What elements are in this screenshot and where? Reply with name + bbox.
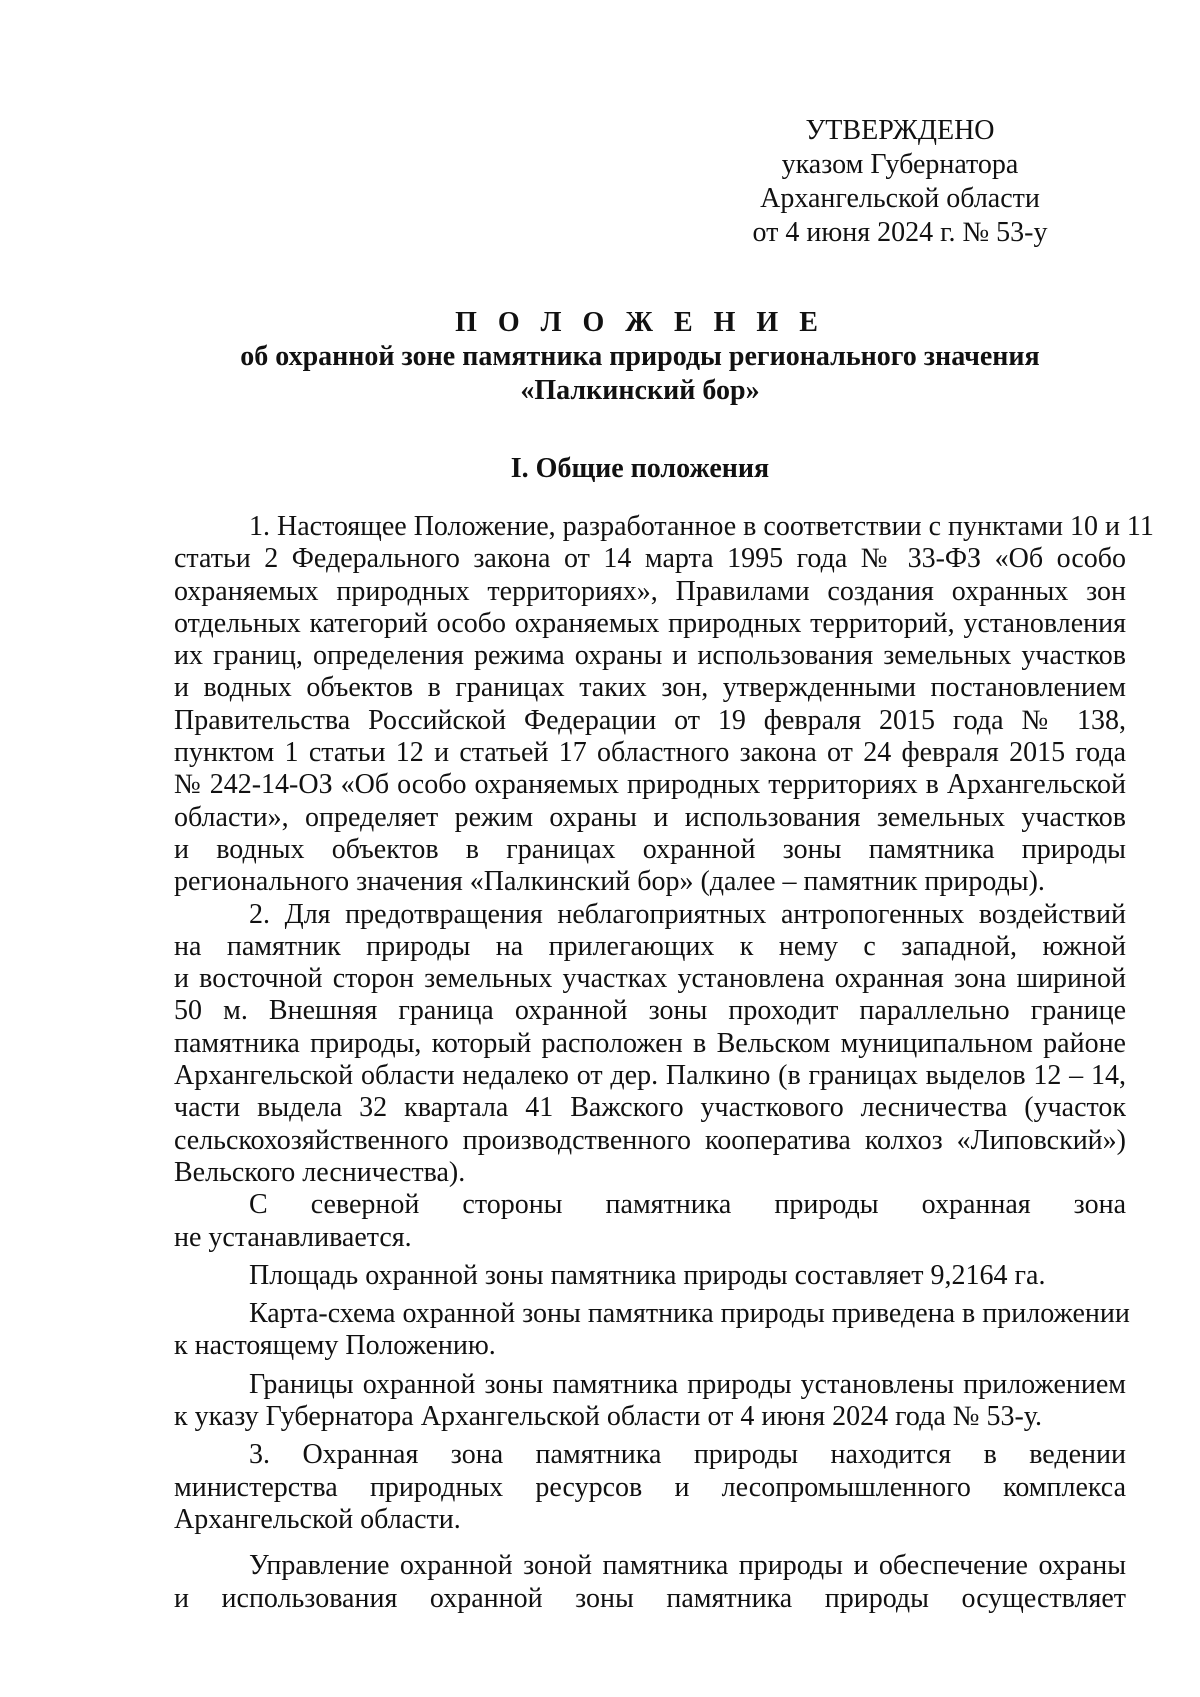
paragraph-line: регионального значения «Палкинский бор» (далее – памятник природы). <box>174 866 1045 898</box>
paragraph-line: 3. Охранная зона памятника природы находится в ведении <box>249 1439 1126 1471</box>
paragraph-line: их границ, определения режима охраны и использования земельных участков <box>174 640 1126 672</box>
paragraph-line: к указу Губернатора Архангельской области от 4 июня 2024 года № 53-у. <box>174 1401 1042 1433</box>
approval-stamp <box>720 114 1080 250</box>
document-subtitle: об охранной зоне памятника природы регионального значения <box>240 341 1040 372</box>
paragraph-line: пунктом 1 статьи 12 и статьей 17 областного закона от 24 февраля 2015 года <box>174 737 1126 769</box>
paragraph-line: и водных объектов в границах охранной зоны памятника природы <box>174 833 1126 865</box>
document-subtitle-name: «Палкинский бор» <box>520 375 760 406</box>
paragraph-line: охраняемых природных территориях», Правилами создания охранных зон <box>174 575 1126 607</box>
paragraph-line: Правительства Российской Федерации от 19 февраля 2015 года № 138, <box>174 704 1126 736</box>
paragraph-line: и восточной сторон земельных участках установлена охранная зона шириной <box>174 963 1126 995</box>
paragraph-line: памятника природы, который расположен в Вельском муниципальном районе <box>174 1027 1126 1059</box>
paragraph-line: к настоящему Положению. <box>174 1330 496 1362</box>
approval-status: УТВЕРЖДЕНО <box>805 115 995 146</box>
paragraph-line: Управление охранной зоной памятника природы и обеспечение охраны <box>249 1550 1126 1582</box>
paragraph-line: Границы охранной зоны памятника природы установлены приложением <box>249 1368 1126 1400</box>
paragraph-line: № 242-14-ОЗ «Об особо охраняемых природных территориях в Архангельской <box>174 769 1126 801</box>
paragraph-line: на памятник природы на прилегающих к нему с западной, южной <box>174 930 1126 962</box>
paragraph-line: и использования охранной зоны памятника природы осуществляет <box>174 1582 1126 1614</box>
approval-date: от 4 июня 2024 г. № 53-у <box>752 217 1048 248</box>
paragraph-line: Архангельской области недалеко от дер. Палкино (в границах выделов 12 – 14, <box>174 1060 1126 1092</box>
paragraph-line: не устанавливается. <box>174 1221 412 1253</box>
paragraph-line: области», определяет режим охраны и использования земельных участков <box>174 801 1126 833</box>
approval-region: Архангельской области <box>760 183 1040 214</box>
paragraph-line: статьи 2 Федерального закона от 14 марта 1995 года № 33-ФЗ «Об особо <box>174 543 1126 575</box>
paragraph-line: Карта-схема охранной зоны памятника природы приведена в приложении <box>249 1298 1130 1330</box>
paragraph-line: С северной стороны памятника природы охранная зона <box>249 1189 1126 1221</box>
paragraph-line: Площадь охранной зоны памятника природы составляет 9,2164 га. <box>249 1259 1046 1291</box>
paragraph-line: части выдела 32 квартала 41 Важского участкового лесничества (участок <box>174 1092 1126 1124</box>
paragraph-line: 50 м. Внешняя граница охранной зоны проходит параллельно границе <box>174 995 1126 1027</box>
body-text <box>174 511 1154 1615</box>
paragraph-line: и водных объектов в границах таких зон, утвержденными постановлением <box>174 672 1126 704</box>
section-heading: I. Общие положения <box>510 453 770 484</box>
paragraph-line: Архангельской области. <box>174 1503 461 1535</box>
paragraph-line: министерства природных ресурсов и лесопромышленного комплекса <box>174 1471 1126 1503</box>
paragraph-line: 1. Настоящее Положение, разработанное в соответствии с пунктами 10 и 11 <box>249 511 1154 542</box>
paragraph-line: отдельных категорий особо охраняемых природных территорий, установления <box>174 607 1126 639</box>
paragraph-line: 2. Для предотвращения неблагоприятных антропогенных воздействий <box>249 898 1126 930</box>
document-title: П О Л О Ж Е Н И Е <box>455 307 825 338</box>
paragraph-line: Вельского лесничества). <box>174 1156 466 1188</box>
document-title-block <box>160 306 1120 408</box>
paragraph-line: сельскохозяйственного производственного кооператива колхоз «Липовский») <box>174 1124 1126 1156</box>
approval-authority: указом Губернатора <box>781 149 1019 180</box>
